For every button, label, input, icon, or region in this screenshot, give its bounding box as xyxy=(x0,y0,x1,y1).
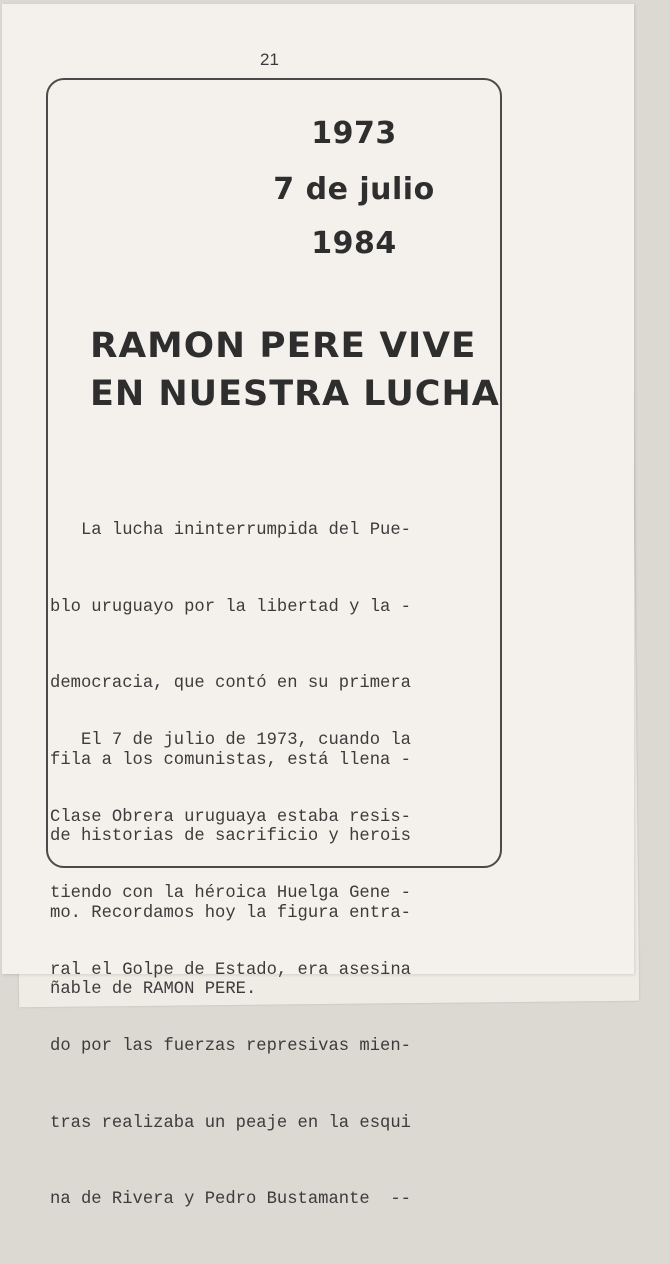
paragraph-1-line: blo uruguayo por la libertad y la - xyxy=(50,597,411,617)
paragraph-2-line: tiendo con la héroica Huelga Gene - xyxy=(50,884,411,903)
paragraph-1-line: fila a los comunistas, está llena - xyxy=(50,750,411,770)
paragraph-2-line: na de Rivera y Pedro Bustamante -- xyxy=(50,1190,411,1209)
paragraph-2-line: ral el Golpe de Estado, era asesina xyxy=(50,960,411,980)
paragraph-2-line: tras realizaba un peaje en la esqui xyxy=(50,1113,411,1133)
paragraph-2 xyxy=(50,677,411,1264)
paragraph-1-line: mo. Recordamos hoy la figura entra- xyxy=(50,903,411,923)
document-page xyxy=(2,4,634,1209)
headline-year-end: 1984 xyxy=(311,226,397,261)
paragraph-2-line: Clase Obrera uruguaya estaba resis- xyxy=(50,807,411,827)
page-number: 21 xyxy=(260,50,279,69)
headline-year-start: 1973 xyxy=(311,116,397,151)
paragraph-2-line: El 7 de julio de 1973, cuando la xyxy=(50,731,411,750)
headline-date: 7 de julio xyxy=(273,172,435,207)
paragraph-1-line: democracia, que contó en su primera xyxy=(50,674,411,693)
paragraph-2-line: do por las fuerzas represivas mien- xyxy=(50,1037,411,1056)
paragraph-1-line: ñable de RAMON PERE. xyxy=(50,980,257,999)
paragraph-1-line: La lucha ininterrumpida del Pue- xyxy=(50,521,411,540)
title-line-1: RAMON PERE VIVE xyxy=(90,326,477,366)
paragraph-1-line: de historias de sacrificio y herois xyxy=(50,827,411,846)
title-line-2: EN NUESTRA LUCHA xyxy=(90,374,500,414)
